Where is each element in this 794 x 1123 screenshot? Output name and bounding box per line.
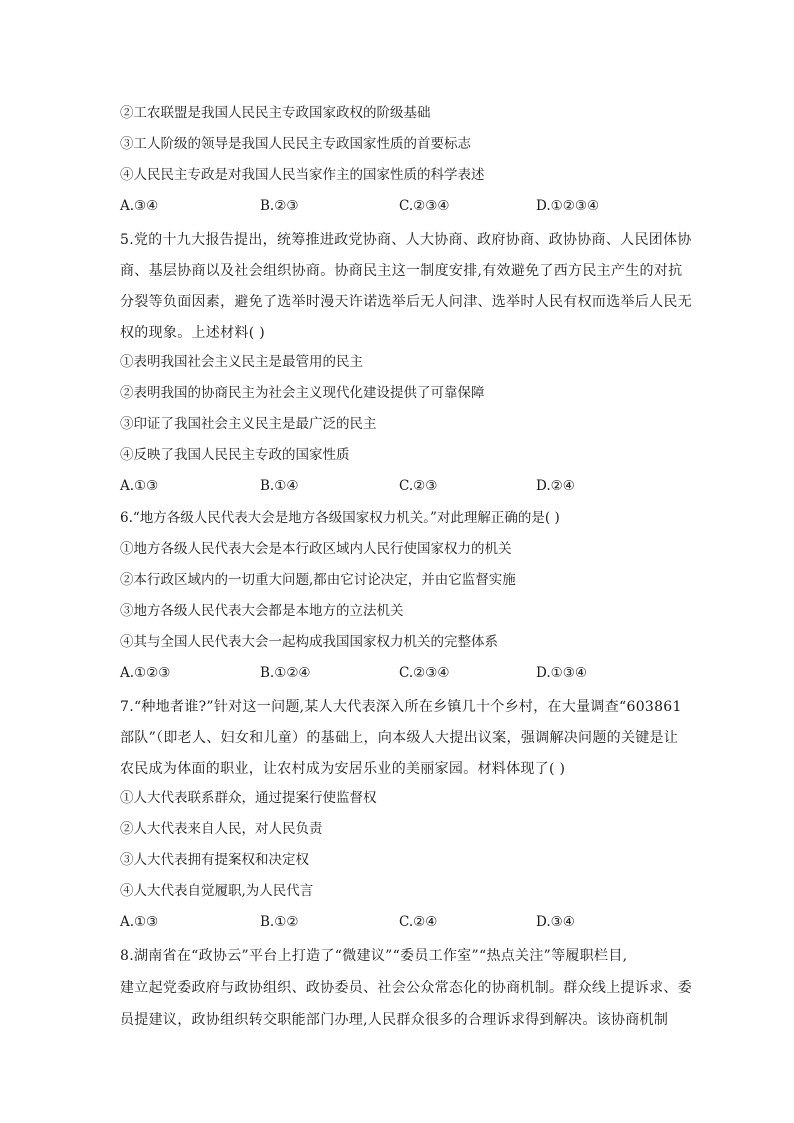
q7-stem-line-1: 7.“种地者谁?”针对这一问题,某人大代表深入所在乡镇几十个乡村，在大量调查“603861 (120, 699, 682, 715)
q4-statement-2: ②工农联盟是我国人民民主专政国家政权的阶级基础 (120, 105, 431, 121)
q5-statement-4: ④反映了我国人民民主专政的国家性质 (120, 447, 350, 463)
q6-statement-2: ②本行政区域内的一切重大问题,都由它讨论决定，并由它监督实施 (120, 572, 516, 588)
q7-statement-2: ②人大代表来自人民，对人民负责 (120, 821, 323, 837)
q4-option-c[interactable]: C.②③④ (399, 198, 450, 214)
q4-option-a[interactable]: A.③④ (120, 198, 159, 214)
q4-statement-4: ④人民民主专政是对我国人民当家作主的国家性质的科学表述 (120, 167, 485, 183)
q7-stem-line-2: 部队”（即老人、妇女和儿童）的基础上，向本级人大提出议案，强调解决问题的关键是让 (120, 730, 679, 746)
q6-option-c[interactable]: C.②③④ (399, 665, 450, 681)
q6-statement-3: ③地方各级人民代表大会都是本地方的立法机关 (120, 603, 404, 619)
q7-statement-3: ③人大代表拥有提案权和决定权 (120, 852, 309, 868)
q7-statement-1: ①人大代表联系群众，通过提案行使监督权 (120, 790, 377, 806)
q4-options (120, 198, 680, 214)
q8-stem-line-3: 员提建议，政协组织转交职能部门办理,人民群众很多的合理诉求得到解决。该协商机制 (120, 1012, 669, 1028)
q5-stem-line-3: 分裂等负面因素，避免了选举时漫天许诺选举后无人问津、选举时人民有权而选举后人民无 (120, 294, 692, 310)
q5-statement-1: ①表明我国社会主义民主是最管用的民主 (120, 354, 363, 370)
q4-statement-3: ③工人阶级的领导是我国人民民主专政国家性质的首要标志 (120, 136, 471, 152)
q6-statement-4: ④其与全国人民代表大会一起构成我国国家权力机关的完整体系 (120, 634, 498, 650)
q7-statement-4: ④人大代表自觉履职,为人民代言 (120, 883, 314, 899)
q5-stem-line-1: 5.党的十九大报告提出，统筹推进政党协商、人大协商、政府协商、政协协商、人民团体协 (120, 232, 692, 248)
q6-option-a[interactable]: A.①②③ (120, 665, 171, 681)
q5-option-d[interactable]: D.②④ (536, 478, 575, 494)
q6-options (120, 665, 680, 681)
q7-option-b[interactable]: B.①② (260, 914, 299, 930)
q7-options (120, 914, 680, 930)
q6-option-d[interactable]: D.①③④ (536, 665, 587, 681)
q5-option-c[interactable]: C.②③ (399, 478, 438, 494)
q5-stem-line-2: 商、基层协商以及社会组织协商。协商民主这一制度安排,有效避免了西方民主产生的对抗 (120, 263, 683, 279)
q5-option-a[interactable]: A.①③ (120, 478, 159, 494)
q7-option-c[interactable]: C.②④ (399, 914, 438, 930)
q4-option-b[interactable]: B.②③ (260, 198, 299, 214)
q5-option-b[interactable]: B.①④ (260, 478, 299, 494)
q7-option-d[interactable]: D.③④ (536, 914, 575, 930)
q8-stem-line-1: 8.湖南省在“政协云”平台上打造了“微建议”“委员工作室”“热点关注”等履职栏目, (120, 948, 628, 964)
q8-stem-line-2: 建立起党委政府与政协组织、政协委员、社会公众常态化的协商机制。群众线上提诉求、委 (120, 980, 692, 996)
q5-stem-line-4: 权的现象。上述材料( ) (120, 325, 265, 341)
q5-statement-3: ③印证了我国社会主义民主是最广泛的民主 (120, 416, 377, 432)
q4-option-d[interactable]: D.①②③④ (536, 198, 600, 214)
q7-stem-line-3: 农民成为体面的职业，让农村成为安居乐业的美丽家园。材料体现了( ) (120, 761, 566, 777)
q7-option-a[interactable]: A.①③ (120, 914, 159, 930)
q5-options (120, 478, 680, 494)
q5-statement-2: ②表明我国的协商民主为社会主义现代化建设提供了可靠保障 (120, 385, 485, 401)
q6-statement-1: ①地方各级人民代表大会是本行政区域内人民行使国家权力的机关 (120, 541, 512, 557)
q6-stem-line-1: 6.“地方各级人民代表大会是地方各级国家权力机关。”对此理解正确的是( ) (120, 510, 560, 526)
q6-option-b[interactable]: B.①②④ (260, 665, 311, 681)
